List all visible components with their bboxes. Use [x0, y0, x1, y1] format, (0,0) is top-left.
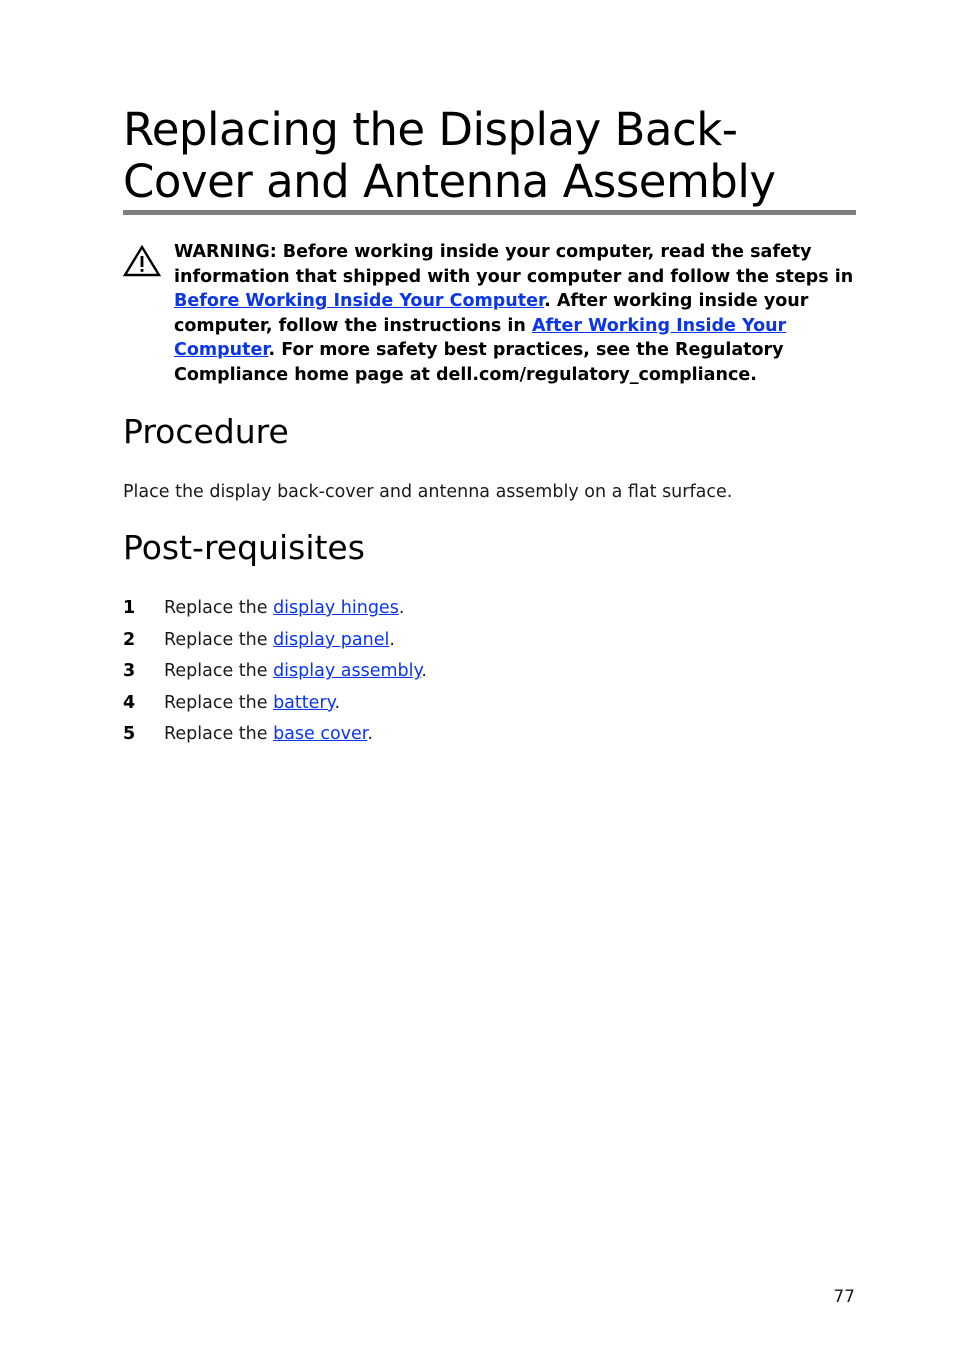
display-hinges-link[interactable]: display hinges	[273, 598, 399, 618]
warning-text	[174, 240, 859, 388]
step-text	[164, 721, 373, 747]
step-number: 4	[123, 692, 136, 713]
step-text	[164, 595, 404, 621]
step-suffix: .	[334, 692, 341, 713]
step-suffix: .	[398, 598, 405, 618]
step-prefix: Replace the	[164, 629, 274, 650]
step-text	[164, 690, 340, 716]
step-suffix: .	[421, 661, 427, 682]
step-prefix: Replace the	[164, 692, 274, 713]
warning-text-part: WARNING: Before working inside your computer, read the safety information that shipped with your computer and follow the steps in	[174, 242, 854, 287]
step-number: 1	[123, 598, 136, 618]
before-working-link[interactable]: Before Working Inside Your Computer	[174, 291, 545, 312]
step-suffix: .	[367, 724, 373, 745]
step-number: 3	[123, 661, 136, 682]
step-number: 2	[123, 629, 136, 650]
post-requisites-heading: Post-requisites	[123, 528, 365, 567]
step-prefix: Replace the	[164, 598, 274, 618]
step-prefix: Replace the	[164, 661, 274, 682]
step-prefix: Replace the	[164, 724, 274, 745]
battery-link[interactable]: battery	[273, 692, 335, 713]
warning-triangle-icon	[123, 244, 161, 278]
step-text	[164, 627, 395, 653]
step-suffix: .	[389, 629, 395, 650]
page-number: 77	[833, 1287, 855, 1307]
procedure-heading: Procedure	[123, 412, 289, 451]
display-assembly-link[interactable]: display assembly	[273, 661, 422, 682]
procedure-text: Place the display back-cover and antenna assembly on a flat surface.	[123, 482, 733, 502]
display-panel-link[interactable]: display panel	[273, 629, 390, 650]
step-number: 5	[123, 724, 136, 745]
page-title: Replacing the Display Back-Cover and Antenna Assembly	[123, 103, 776, 208]
base-cover-link[interactable]: base cover	[273, 724, 368, 745]
warning-text-part: . After working inside your computer, follow the instructions in	[174, 291, 809, 336]
after-working-link[interactable]: After Working Inside Your Computer	[174, 315, 787, 361]
warning-text-part: . For more safety best practices, see the Regulatory Compliance home page at dell.com/regulatory_compliance.	[174, 340, 784, 385]
title-divider	[123, 210, 856, 215]
step-text	[164, 658, 427, 684]
